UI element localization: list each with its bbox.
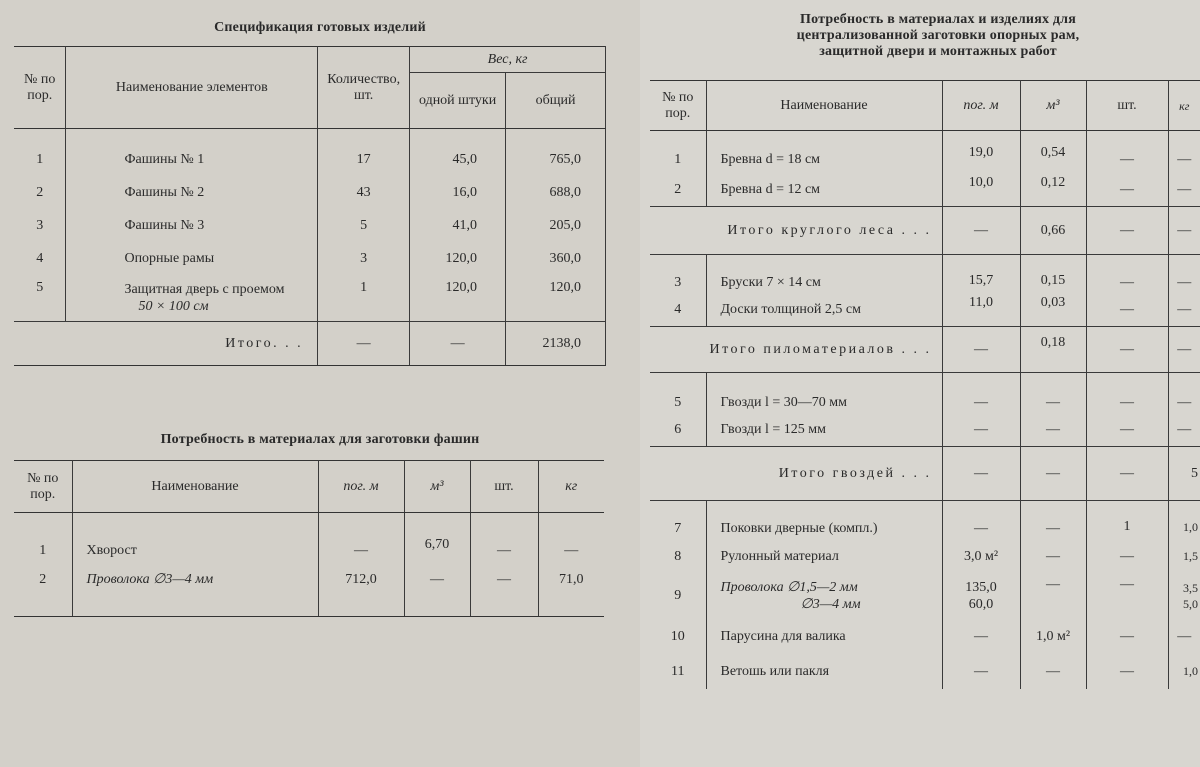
- table-row: [650, 373, 1200, 415]
- t2-h-m3: м³: [404, 461, 470, 513]
- t3-s1-kg: —: [1168, 207, 1200, 255]
- t2-r2-m3: —: [404, 565, 470, 595]
- t2-h-sht: шт.: [470, 461, 538, 513]
- t3-r6-num: 6: [650, 415, 706, 447]
- t3-table: [650, 80, 1200, 689]
- t3-r3-sht: —: [1086, 255, 1168, 295]
- t3-r11-num: 11: [650, 655, 706, 689]
- t3-r7-num: 7: [650, 501, 706, 541]
- t3-title-line1: Потребность в материалах и изделиях для: [800, 12, 1076, 27]
- t3-r8-m3: —: [1020, 541, 1086, 573]
- t3-r5-name: Гвозди l = 30—70 мм: [706, 373, 942, 415]
- t1-r5-one: 120,0: [410, 276, 506, 322]
- t2-h-m: пог. м: [318, 461, 404, 513]
- table-row: [650, 415, 1200, 447]
- t3-r4-m3: 0,03: [1020, 295, 1086, 327]
- table-row: [14, 144, 606, 177]
- t3-r10-num: 10: [650, 619, 706, 655]
- t3-r1-name: Бревна d = 18 см: [706, 145, 942, 175]
- t1-h-qty: Количество, шт.: [318, 47, 410, 129]
- t3-s3-m3: —: [1020, 447, 1086, 501]
- t3-r2-m3: 0,12: [1020, 175, 1086, 207]
- t3-subtotal-1: [650, 207, 1200, 255]
- t3-r1-kg: —: [1168, 145, 1200, 175]
- t2-h-num: № по пор.: [14, 461, 72, 513]
- t3-r9-name: Проволока ∅1,5—2 мм: [720, 579, 858, 595]
- t3-r5-sht: —: [1086, 373, 1168, 415]
- t3-s2-kg: —: [1168, 327, 1200, 373]
- t1-footer-label: Итого. . .: [14, 322, 318, 366]
- t3-r11-m: —: [942, 655, 1020, 689]
- t3-r3-m3: 0,15: [1020, 255, 1086, 295]
- t3-r1-m: 19,0: [942, 145, 1020, 175]
- t1-h-name: Наименование элементов: [66, 47, 318, 129]
- t3-r1-num: 1: [650, 145, 706, 175]
- t3-r8-num: 8: [650, 541, 706, 573]
- t2-r2-num: 2: [14, 565, 72, 595]
- t1-r2-num: 2: [14, 177, 66, 210]
- table-row: [14, 243, 606, 276]
- table-row: [14, 177, 606, 210]
- t3-r9-sht: —: [1086, 573, 1168, 619]
- t3-s1-sht: —: [1086, 207, 1168, 255]
- t1-footer-one: —: [410, 322, 506, 366]
- t3-r2-num: 2: [650, 175, 706, 207]
- t1-title: Спецификация готовых изделий: [214, 20, 426, 35]
- t3-r7-name: Поковки дверные (компл.): [706, 501, 942, 541]
- t1-h-one: одной штуки: [410, 73, 506, 129]
- t3-r9-num: 9: [650, 573, 706, 619]
- table-row: [650, 541, 1200, 573]
- t1-footer-total: 2138,0: [506, 322, 606, 366]
- t3-r3-num: 3: [650, 255, 706, 295]
- t2-h-name: Наименование: [72, 461, 318, 513]
- t3-r9-kg: 3,5: [1183, 580, 1198, 595]
- table-row: [650, 295, 1200, 327]
- table-row: [650, 655, 1200, 689]
- t1-r2-name: Фашины № 2: [66, 177, 318, 210]
- t3-s2-sht: —: [1086, 327, 1168, 373]
- t1-r4-name: Опорные рамы: [66, 243, 318, 276]
- t3-r9-kg2: 5,0: [1183, 596, 1198, 611]
- t3-r2-name: Бревна d = 12 см: [706, 175, 942, 207]
- t2-r1-sht: —: [470, 537, 538, 565]
- t1-r1-num: 1: [14, 144, 66, 177]
- table-row: [650, 573, 1200, 619]
- t3-subtotal-3: [650, 447, 1200, 501]
- t1-r3-total: 205,0: [506, 210, 606, 243]
- t1-r3-one: 41,0: [410, 210, 506, 243]
- t3-r11-m3: —: [1020, 655, 1086, 689]
- t2-r1-kg: —: [538, 537, 604, 565]
- t1-r4-qty: 3: [318, 243, 410, 276]
- t1-r1-total: 765,0: [506, 144, 606, 177]
- t2-r1-m: —: [318, 537, 404, 565]
- table-row: [14, 565, 604, 595]
- t3-r7-m: —: [942, 501, 1020, 541]
- t2-title: Потребность в материалах для заготовки фашин: [160, 432, 480, 447]
- t3-r10-sht: —: [1086, 619, 1168, 655]
- t1-r5-name: Защитная дверь с проемом: [124, 282, 285, 298]
- t3-r1-sht: —: [1086, 145, 1168, 175]
- t3-h-m3: м³: [1020, 81, 1086, 131]
- t3-r7-m3: —: [1020, 501, 1086, 541]
- t3-r9-name2: ∅3—4 мм: [800, 596, 861, 612]
- t2-r2-sht: —: [470, 565, 538, 595]
- t1-r5-name2: 50 × 100 см: [138, 299, 209, 315]
- t3-r6-sht: —: [1086, 415, 1168, 447]
- t3-r4-m: 11,0: [942, 295, 1020, 327]
- t2-r1-name: Хворост: [72, 537, 318, 565]
- t3-s3-kg: 5: [1168, 447, 1200, 501]
- t3-s3-sht: —: [1086, 447, 1168, 501]
- t3-r8-sht: —: [1086, 541, 1168, 573]
- t1-r4-total: 360,0: [506, 243, 606, 276]
- t3-r1-m3: 0,54: [1020, 145, 1086, 175]
- table-row: [14, 276, 606, 322]
- t3-r4-sht: —: [1086, 295, 1168, 327]
- t3-s1-label: Итого круглого леса . . .: [650, 207, 942, 255]
- t1-r3-name: Фашины № 3: [66, 210, 318, 243]
- t3-r10-m3: 1,0 м²: [1020, 619, 1086, 655]
- t3-r8-m: 3,0 м²: [942, 541, 1020, 573]
- t1-r1-name: Фашины № 1: [66, 144, 318, 177]
- t3-r9-m3: —: [1020, 573, 1086, 619]
- table-row: [650, 175, 1200, 207]
- t1-r4-num: 4: [14, 243, 66, 276]
- t3-r5-m: —: [942, 373, 1020, 415]
- t3-r11-sht: —: [1086, 655, 1168, 689]
- t3-r11-name: Ветошь или пакля: [706, 655, 942, 689]
- t3-title: [758, 12, 1118, 60]
- t3-title-line3: защитной двери и монтажных работ: [819, 44, 1057, 59]
- t3-r3-name: Бруски 7 × 14 см: [706, 255, 942, 295]
- t1-footer-row: [14, 322, 606, 366]
- t3-s2-m: —: [942, 327, 1020, 373]
- t3-h-sht: шт.: [1086, 81, 1168, 131]
- t3-r5-m3: —: [1020, 373, 1086, 415]
- t1-r4-one: 120,0: [410, 243, 506, 276]
- t3-r2-kg: —: [1168, 175, 1200, 207]
- t1-r5-total: 120,0: [506, 276, 606, 322]
- t3-s3-label: Итого гвоздей . . .: [650, 447, 942, 501]
- t3-r10-kg: —: [1168, 619, 1200, 655]
- table-row: [650, 255, 1200, 295]
- t3-r5-kg: —: [1168, 373, 1200, 415]
- t2-table: [14, 460, 604, 617]
- t3-h-num: № по пор.: [650, 81, 706, 131]
- t3-h-name: Наименование: [706, 81, 942, 131]
- t1-r1-one: 45,0: [410, 144, 506, 177]
- t3-r6-m: —: [942, 415, 1020, 447]
- t3-r4-name: Доски толщиной 2,5 см: [706, 295, 942, 327]
- table-row: [650, 619, 1200, 655]
- t1-table: [14, 46, 606, 366]
- t1-h-total: общий: [506, 73, 606, 129]
- t3-r5-num: 5: [650, 373, 706, 415]
- t3-s1-m3: 0,66: [1020, 207, 1086, 255]
- t3-r4-num: 4: [650, 295, 706, 327]
- t3-r2-sht: —: [1086, 175, 1168, 207]
- t2-r1-m3: 6,70: [404, 537, 470, 565]
- t2-r2-name: Проволока ∅3—4 мм: [72, 565, 318, 595]
- t3-s3-m: —: [942, 447, 1020, 501]
- t2-h-kg: кг: [538, 461, 604, 513]
- t3-r8-name: Рулонный материал: [706, 541, 942, 573]
- table-row: [650, 145, 1200, 175]
- t1-h-num: № по пор.: [14, 47, 66, 129]
- t3-s2-label: Итого пиломатериалов . . .: [650, 327, 942, 373]
- t1-h-weight: Вес, кг: [410, 47, 606, 73]
- t2-r2-kg: 71,0: [538, 565, 604, 595]
- t3-r6-kg: —: [1168, 415, 1200, 447]
- t3-r3-m: 15,7: [942, 255, 1020, 295]
- t3-r8-kg: 1,5: [1168, 541, 1200, 573]
- t3-r10-name: Парусина для валика: [706, 619, 942, 655]
- t1-r3-qty: 5: [318, 210, 410, 243]
- t3-r10-m: —: [942, 619, 1020, 655]
- t3-s2-m3: 0,18: [1020, 327, 1086, 373]
- table-row: [14, 210, 606, 243]
- t3-r6-m3: —: [1020, 415, 1086, 447]
- t1-r2-one: 16,0: [410, 177, 506, 210]
- t3-h-m: пог. м: [942, 81, 1020, 131]
- table-row: [650, 501, 1200, 541]
- t1-r2-total: 688,0: [506, 177, 606, 210]
- t2-r2-m: 712,0: [318, 565, 404, 595]
- t3-r9-m: 135,0: [965, 579, 997, 595]
- t3-r7-sht: 1: [1086, 501, 1168, 541]
- t3-r2-m: 10,0: [942, 175, 1020, 207]
- t3-r3-kg: —: [1168, 255, 1200, 295]
- t1-r3-num: 3: [14, 210, 66, 243]
- t1-r5-qty: 1: [318, 276, 410, 322]
- t3-s1-m: —: [942, 207, 1020, 255]
- t1-footer-qty: —: [318, 322, 410, 366]
- t1-r5-num: 5: [14, 276, 66, 322]
- t3-r6-name: Гвозди l = 125 мм: [706, 415, 942, 447]
- t1-r1-qty: 17: [318, 144, 410, 177]
- table-row: [14, 537, 604, 565]
- t1-r2-qty: 43: [318, 177, 410, 210]
- t3-r11-kg: 1,0: [1168, 655, 1200, 689]
- t3-r7-kg: 1,0: [1168, 501, 1200, 541]
- t2-r1-num: 1: [14, 537, 72, 565]
- t3-h-kg: кг: [1168, 81, 1200, 131]
- t3-subtotal-2: [650, 327, 1200, 373]
- t3-title-line2: централизованной заготовки опорных рам,: [796, 28, 1080, 43]
- t3-r9-m2: 60,0: [968, 596, 994, 612]
- t3-r4-kg: —: [1168, 295, 1200, 327]
